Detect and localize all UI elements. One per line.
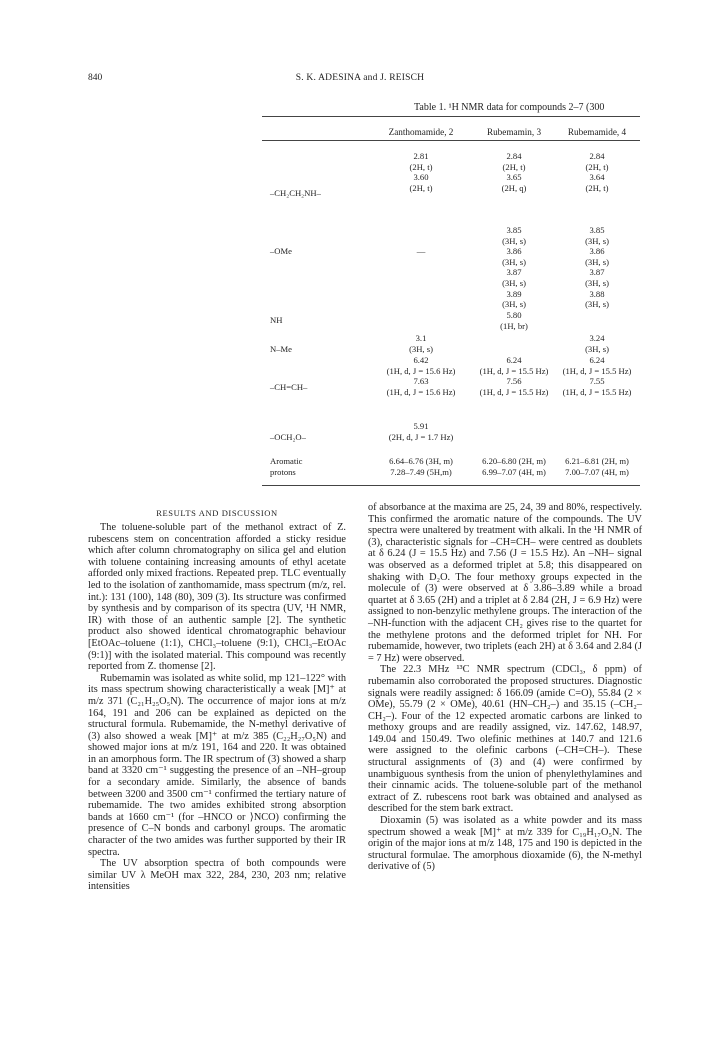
table-cell <box>389 456 453 477</box>
table-cell <box>502 151 527 193</box>
paragraph: of absorbance at the maxima are 25, 24, 39 and 80%, respectively. This confirmed the aromatic nature of the compounds. The UV spectra were unaltered by treatment with alkali. In the ¹H NMR of (3), characteristic signals for –CH=CH– were centred as doublets at δ 6.24 (J = 15.5 Hz) and 7.56 (J = 15.5 Hz). An –NH– signal was observed as a deformed triplet at 5.8; this disappeared on shaking with D₂O. The four methoxy groups expected in the molecule of (3) were observed at δ 3.86–3.89 while a broad quartet at δ 3.65 (2H) and a triplet at δ 2.84 (2H, J = 6.9 Hz) were assigned to non-benzylic methylene groups. The interaction of the –NH-function with the adjacent CH₂ gives rise to the quartet for the methylene protons and the deformed triplet for NH. For rubemamide, however, two triplets (each 2H) at δ 3.64 and 2.84 (J = 7 Hz) were observed. <box>368 502 642 664</box>
cell-line: 6.21–6.81 (2H, m) <box>565 456 629 466</box>
cell-line: 6.99–7.07 (4H, m) <box>482 466 546 477</box>
table-cell <box>565 456 629 477</box>
cell-line: 6.24 <box>506 355 522 365</box>
cell-line: 3.24 <box>589 333 605 343</box>
cell-line: (3H, s) <box>502 299 526 310</box>
cell-line: 6.20–6.80 (2H, m) <box>482 456 546 466</box>
cell-line: 3.60 <box>413 172 429 183</box>
table-cell <box>417 246 426 257</box>
cell-line: (3H, s) <box>585 299 609 310</box>
row-label: –OMe <box>270 246 292 257</box>
row-label: NH <box>270 315 283 326</box>
paragraph: The UV absorption spectra of both compounds were similar UV λ MeOH max 322, 284, 230, 203 nm; relative intensities <box>88 858 346 893</box>
cell-line: 6.24 <box>589 355 605 365</box>
cell-line: (2H, t) <box>585 182 609 193</box>
cell-line: (3H, s) <box>409 343 433 354</box>
paragraph: Dioxamin (5) was isolated as a white powder and its mass spectrum showed a weak [M]⁺ at m/z 339 for C₁₉H₁₇O₅N. The origin of the major ions at m/z 148, 175 and 190 is depicted in the structural formulae. The amorphous dioxamide (6), the N-methyl derivative of (5) <box>368 815 642 873</box>
paragraph: Rubemamin was isolated as white solid, mp 121–122° with its mass spectrum showing characteristically a weak [M]⁺ at m/z 371 (C₂₁H₂₅O₅N). The occurrence of major ions at m/z 164, 191 and 206 can be explained as depicted on the structural formula. Rubemamide, the N-methyl derivative of (3) also showed a weak [M]⁺ at m/z 385 (C₂₂H₂₇O₅N) and showed major ions at m/z 191, 164 and 220. It was obtained in an amorphous form. The IR spectrum of (3) showed a sharp band at 3320 cm⁻¹ suggesting the presence of an –NH–group for a secondary amide. Similarly, the absence of bands between 3200 and 3500 cm⁻¹ confirmed the tertiary nature of rubemamide. The two amides exhibited strong absorption bands at 1660 cm⁻¹ (for –HNCO or ⟩NCO) confirming the presence of C–N bonds and carbonyl groups. The aromatic character of the two amides was further supported by their IR spectra. <box>88 672 346 858</box>
cell-line: (2H, t) <box>409 161 433 172</box>
cell-line: 3.85 <box>589 225 605 235</box>
left-column-text <box>88 522 346 893</box>
cell-line: (3H, s) <box>585 256 609 267</box>
table-cell <box>482 456 546 477</box>
cell-line: 3.87 <box>589 267 605 278</box>
cell-line: 3.86 <box>506 246 522 257</box>
table-caption: Table 1. ¹H NMR data for compounds 2–7 (300 <box>414 102 605 113</box>
row-label: –CH₂CH₂NH– <box>270 188 321 199</box>
column-header-zanthomamide: Zanthomamide, 2 <box>388 127 454 137</box>
cell-line: (1H, d, J = 15.6 Hz) <box>386 365 456 376</box>
row-label <box>270 456 302 477</box>
cell-line: 2.81 <box>413 151 429 161</box>
cell-line: (2H, t) <box>409 182 433 193</box>
table-top-rule <box>262 116 640 117</box>
cell-line: 5.91 <box>413 421 429 431</box>
cell-line: 6.64–6.76 (3H, m) <box>389 456 453 466</box>
cell-line: 3.86 <box>589 246 605 257</box>
table-cell <box>500 310 528 331</box>
cell-line: (2H, d, J = 1.7 Hz) <box>388 431 454 442</box>
cell-line: 7.28–7.49 (5H,m) <box>390 466 452 477</box>
table-cell <box>389 421 454 442</box>
cell-line: (1H, d, J = 15.5 Hz) <box>562 365 632 376</box>
table-cell <box>387 355 456 397</box>
cell-line: 7.56 <box>506 376 522 387</box>
cell-line: 3.85 <box>506 225 522 235</box>
table-cell <box>585 225 609 310</box>
column-header-rubemamin: Rubemamin, 3 <box>486 127 542 137</box>
table-cell <box>409 333 433 354</box>
cell-line: (1H, d, J = 15.5 Hz) <box>562 386 632 397</box>
paragraph: The 22.3 MHz ¹³C NMR spectrum (CDCl₃, δ ppm) of rubemamin also corroborated the proposed structures. Diagnostic signals were readily assigned: δ 166.09 (amide C=O), 55.84 (2 × OMe), 55.79 (2 × OMe), 40.61 (HN–CH₂–) and 35.15 (–CH₂–CH₂–). Four of the 12 expected aromatic carbons are linked to methoxy groups and are readily assigned, viz. 147.62, 148.97, 149.04 and 150.49. Two olefinic methines at 140.7 and 121.6 were assigned to the olefinic carbons (–CH=CH–). These structural assignments of (3) and (4) were confirmed by unambiguous synthesis from the union of phenylethylamines and their cinnamic acids. The toluene-soluble part of the methanol extract of Z. rubescens root bark was obtained and analysed as described for the stem bark extract. <box>368 664 642 815</box>
cell-line: (1H, d, J = 15.5 Hz) <box>479 386 549 397</box>
table-bottom-rule <box>262 485 640 486</box>
right-column-text <box>368 502 642 873</box>
cell-line: 7.63 <box>413 376 429 387</box>
cell-line: (3H, s) <box>502 235 526 246</box>
cell-line: 2.84 <box>589 151 605 161</box>
cell-line: (1H, d, J = 15.5 Hz) <box>479 365 549 376</box>
cell-line: 6.42 <box>413 355 429 365</box>
cell-line: 3.64 <box>589 172 605 183</box>
cell-line: 2.84 <box>506 151 522 161</box>
cell-line: 3.88 <box>589 288 605 299</box>
cell-line: 3.87 <box>506 267 522 278</box>
row-label: –CH=CH– <box>270 381 308 392</box>
column-header-rubemamide: Rubemamide, 4 <box>567 127 627 137</box>
cell-line: 3.1 <box>415 333 427 343</box>
table-cell <box>585 333 609 354</box>
table-cell <box>502 225 526 310</box>
cell-line: (3H, s) <box>502 277 526 288</box>
cell-line: 7.55 <box>589 376 605 387</box>
cell-line: (2H, t) <box>502 161 526 172</box>
table-column-headers <box>262 127 640 139</box>
running-authors: S. K. ADESINA and J. REISCH <box>295 73 425 83</box>
row-label-line: Aromatic <box>270 456 303 466</box>
table-cell <box>410 151 433 193</box>
cell-line: (1H, br) <box>500 320 528 331</box>
cell-line: (2H, t) <box>585 161 609 172</box>
cell-line: (3H, s) <box>585 343 609 354</box>
row-label: –OCH₂O– <box>270 431 306 442</box>
cell-line: 5.80 <box>506 310 522 320</box>
cell-line: (1H, d, J = 15.6 Hz) <box>386 386 456 397</box>
cell-line: 3.89 <box>506 288 522 299</box>
cell-line: (2H, q) <box>501 182 527 193</box>
table-header-rule <box>262 140 640 141</box>
section-heading: RESULTS AND DISCUSSION <box>156 508 278 518</box>
cell-line: 7.00–7.07 (4H, m) <box>565 466 629 477</box>
table-cell <box>563 355 632 397</box>
cell-line: (3H, s) <box>502 256 526 267</box>
running-header <box>0 73 720 87</box>
paragraph: The toluene-soluble part of the methanol extract of Z. rubescens stem on concentration afforded a sticky residue which after column chromatography on silica gel and elution with toluene containing increasing amounts of ethyl acetate afforded only mixed fractions. Repeated prep. TLC eventually led to the isolation of zanthomamide, mass spectrum (m/z, rel. int.): 131 (100), 148 (80), 309 (3). Its structure was confirmed by synthesis and by comparison of its spectra (UV, ¹H NMR, IR) with those of an authentic sample [2]. The synthetic product also showed identical chromatographic behaviour [EtOAc–toluene (1:1), CHCl₃–toluene (9:1), CHCl₃–EtOAc (9:1)] with the isolated material. This compound was recently reported from Z. thomense [2]. <box>88 522 346 673</box>
table-cell <box>480 355 549 397</box>
page-number: 840 <box>88 73 103 83</box>
table-cell <box>586 151 609 193</box>
row-label-line: protons <box>270 466 296 477</box>
cell-line: 3.65 <box>506 172 522 183</box>
cell-line: — <box>416 246 426 257</box>
row-label: N–Me <box>270 343 292 354</box>
cell-line: (3H, s) <box>585 235 609 246</box>
cell-line: (3H, s) <box>585 277 609 288</box>
